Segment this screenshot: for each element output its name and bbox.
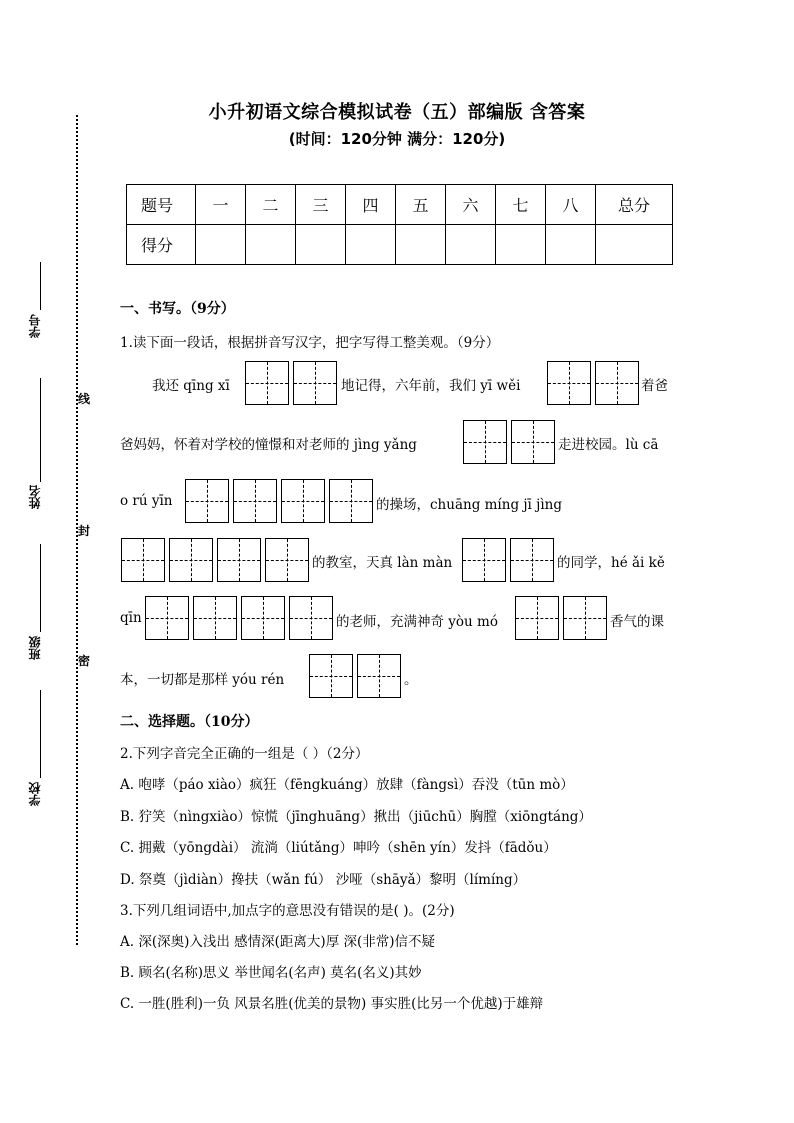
- score-input-cell[interactable]: [596, 225, 673, 265]
- q2-option-d: D. 祭奠（jìdiàn）搀扶（wǎn fú） 沙哑（shāyǎ）黎明（límíng）: [120, 872, 527, 888]
- seal-line-mark: 线: [78, 392, 91, 406]
- school-label: 学校: [28, 782, 42, 806]
- passage-line2-a: 爸妈妈，怀着对学校的憧憬和对老师的 jìng yǎng: [120, 437, 417, 453]
- score-input-cell[interactable]: [296, 225, 346, 265]
- writing-box[interactable]: [233, 479, 277, 523]
- section2-heading: 二、选择题。（10分）: [120, 714, 259, 730]
- writing-box[interactable]: [357, 654, 401, 698]
- section1-heading: 一、书写。（9分）: [120, 301, 235, 317]
- passage-line1-a: 我还 qīng xī: [152, 378, 230, 394]
- score-table: [126, 184, 673, 265]
- writing-box[interactable]: [265, 538, 309, 582]
- score-table-score-row: [127, 225, 673, 265]
- score-input-cell[interactable]: [396, 225, 446, 265]
- score-row-label: 得分: [127, 225, 196, 265]
- score-cell: 六: [446, 185, 496, 225]
- passage-line5-a: qīn: [120, 610, 142, 626]
- writing-box[interactable]: [185, 479, 229, 523]
- writing-box[interactable]: [217, 538, 261, 582]
- writing-box[interactable]: [329, 479, 373, 523]
- score-cell: 八: [546, 185, 596, 225]
- writing-box[interactable]: [145, 596, 189, 640]
- score-input-cell[interactable]: [496, 225, 546, 265]
- name-underline: [40, 378, 41, 482]
- passage-line4-a: 的教室，天真 làn màn: [312, 555, 453, 571]
- writing-box[interactable]: [281, 479, 325, 523]
- writing-box[interactable]: [462, 538, 506, 582]
- student-id-underline: [40, 262, 41, 310]
- writing-box[interactable]: [563, 596, 607, 640]
- q3-question: 3.下列几组词语中,加点字的意思没有错误的是( )。(2分): [120, 903, 455, 919]
- score-cell: 三: [296, 185, 346, 225]
- score-input-cell[interactable]: [446, 225, 496, 265]
- writing-box[interactable]: [121, 538, 165, 582]
- writing-box[interactable]: [289, 596, 333, 640]
- passage-line5-b: 的老师，充满神奇 yòu mó: [336, 614, 498, 630]
- passage-line5-c: 香气的课: [610, 614, 664, 630]
- writing-box[interactable]: [193, 596, 237, 640]
- writing-box[interactable]: [309, 654, 353, 698]
- writing-box[interactable]: [510, 538, 554, 582]
- exam-subtitle: (时间：120分钟 满分：120分): [288, 130, 506, 148]
- score-cell: 二: [246, 185, 296, 225]
- score-input-cell[interactable]: [246, 225, 296, 265]
- score-cell: 一: [196, 185, 246, 225]
- writing-box[interactable]: [515, 596, 559, 640]
- passage-line2-b: 走进校园。lù cā: [558, 437, 659, 453]
- score-cell: 四: [346, 185, 396, 225]
- writing-box[interactable]: [169, 538, 213, 582]
- passage-line3-b: 的操场，chuāng míng jī jìng: [376, 497, 563, 513]
- student-id-label: 学号: [28, 314, 42, 338]
- score-input-cell[interactable]: [346, 225, 396, 265]
- passage-line6-b: 。: [404, 672, 418, 688]
- score-cell: 七: [496, 185, 546, 225]
- name-label: 姓名: [28, 485, 42, 509]
- passage-line4-b: 的同学，hé ǎi kě: [557, 555, 665, 571]
- writing-box[interactable]: [463, 420, 507, 464]
- score-table-header-row: [127, 185, 673, 225]
- q1-instruction: 1.读下面一段话，根据拼音写汉字，把字写得工整美观。（9分）: [120, 335, 500, 351]
- score-cell: 总分: [596, 185, 673, 225]
- writing-box[interactable]: [245, 361, 289, 405]
- passage-line6-a: 本，一切都是那样 yóu rén: [120, 672, 285, 688]
- q3-option-b: B. 顾名(名称)思义 举世闻名(名声) 莫名(名义)其妙: [120, 965, 422, 981]
- writing-box[interactable]: [547, 361, 591, 405]
- q3-option-a: A. 深(深奥)入浅出 感情深(距离大)厚 深(非常)信不疑: [120, 934, 436, 950]
- q2-option-b: B. 狞笑（nìngxiào）惊慌（jīnghuāng）揪出（jiūchū）胸膛（xiōngtáng）: [120, 809, 592, 825]
- school-underline: [40, 690, 41, 778]
- q3-option-c: C. 一胜(胜利)一负 风景名胜(优美的景物) 事实胜(比另一个优越)于雄辩: [120, 996, 544, 1012]
- class-label: 班级: [28, 636, 42, 660]
- writing-box[interactable]: [511, 420, 555, 464]
- passage-line1-b: 地记得，六年前，我们 yī wěi: [341, 378, 521, 394]
- score-input-cell[interactable]: [196, 225, 246, 265]
- score-cell: 五: [396, 185, 446, 225]
- q2-question: 2.下列字音完全正确的一组是（ ）（2分）: [120, 746, 369, 762]
- score-input-cell[interactable]: [546, 225, 596, 265]
- score-cell: 题号: [127, 185, 196, 225]
- q2-option-c: C. 拥戴（yōngdài） 流淌（liútǎng）呻吟（shēn yín）发抖（fādǒu）: [120, 840, 557, 856]
- writing-box[interactable]: [293, 361, 337, 405]
- class-underline: [40, 544, 41, 632]
- exam-title: 小升初语文综合模拟试卷（五）部编版 含答案: [208, 102, 586, 123]
- seal-feng-mark: 封: [78, 524, 91, 538]
- q2-option-a: A. 咆哮（páo xiào）疯狂（fēngkuáng）放肆（fàngsì）吞没（tūn mò）: [120, 777, 574, 793]
- passage-line1-c: 着爸: [641, 378, 668, 394]
- seal-mi-mark: 密: [78, 654, 91, 668]
- writing-box[interactable]: [241, 596, 285, 640]
- writing-box[interactable]: [595, 361, 639, 405]
- passage-line3-a: o rú yīn: [120, 493, 173, 509]
